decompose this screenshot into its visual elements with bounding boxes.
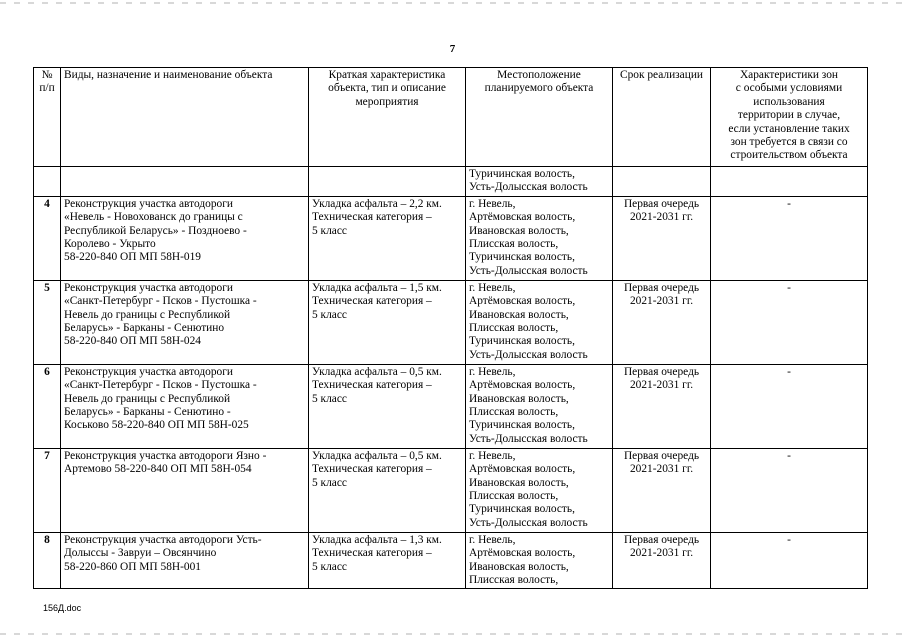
text-line: 5 класс bbox=[312, 560, 347, 573]
text-line: Плисская волость, bbox=[469, 406, 559, 419]
text-line: Первая очередь bbox=[623, 197, 700, 210]
cell-term bbox=[613, 364, 711, 448]
text-line: Первая очередь bbox=[623, 281, 700, 294]
text-line: г. Невель, bbox=[469, 365, 516, 378]
text-line: Артёмовская волость, bbox=[469, 295, 576, 308]
text-line: Ивановская волость, bbox=[469, 224, 569, 237]
text-line: Туричинская волость, bbox=[469, 251, 575, 264]
text-line: Ивановская волость, bbox=[469, 476, 569, 489]
text-line: Плисская волость, bbox=[469, 322, 559, 335]
text-line: Артёмовская волость, bbox=[469, 463, 576, 476]
text-line: Туричинская волость, bbox=[469, 503, 575, 516]
cell-num: 7 bbox=[34, 448, 61, 532]
cell-zones: - bbox=[711, 280, 868, 364]
table-row-continuation bbox=[34, 167, 868, 197]
text-line: 2021-2031 гг. bbox=[629, 463, 694, 476]
cell-num: 6 bbox=[34, 364, 61, 448]
cell-zones: - bbox=[711, 196, 868, 280]
header-num bbox=[34, 68, 61, 167]
text-line: Техническая категория – bbox=[312, 547, 432, 560]
cell-num: 4 bbox=[34, 196, 61, 280]
text-line: г. Невель, bbox=[469, 533, 516, 546]
text-line: Усть-Долысская волость bbox=[469, 348, 588, 361]
text-line: использования bbox=[753, 95, 825, 108]
table-row bbox=[34, 364, 868, 448]
text-line: Укладка асфальта – 0,5 км. bbox=[312, 365, 442, 378]
text-line: Плисская волость, bbox=[469, 238, 559, 251]
text-line: «Невель - Новохованск до границы с bbox=[64, 211, 243, 224]
text-line: г. Невель, bbox=[469, 449, 516, 462]
header-description bbox=[309, 68, 466, 167]
text-line: Туричинская волость, bbox=[469, 419, 575, 432]
cell-location bbox=[466, 167, 613, 197]
cell-name bbox=[61, 280, 309, 364]
text-line: Реконструкция участка автодороги bbox=[64, 281, 233, 294]
cell-zones bbox=[711, 167, 868, 197]
scan-artifact-top bbox=[0, 2, 905, 4]
text-line: планируемого объекта bbox=[484, 82, 594, 95]
table-row bbox=[34, 448, 868, 532]
cell-num: 5 bbox=[34, 280, 61, 364]
cell-description bbox=[309, 532, 466, 589]
text-line: Усть-Долысская волость bbox=[469, 432, 588, 445]
text-line: «Санкт-Петербург - Псков - Пустошка - bbox=[64, 379, 257, 392]
text-line: Первая очередь bbox=[623, 365, 700, 378]
text-line: Беларусь» - Барканы - Сенютино bbox=[64, 322, 225, 335]
text-line: Виды, назначение и наименование объекта bbox=[64, 69, 273, 81]
text-line: п/п bbox=[39, 82, 55, 95]
text-line: Туричинская волость, bbox=[469, 335, 575, 348]
text-line: Краткая характеристика bbox=[328, 69, 446, 81]
cell-term bbox=[613, 448, 711, 532]
table-header-row bbox=[34, 68, 868, 167]
cell-description bbox=[309, 196, 466, 280]
text-line: Техническая категория – bbox=[312, 295, 432, 308]
cell-location bbox=[466, 196, 613, 280]
text-line: Артёмовская волость, bbox=[469, 379, 576, 392]
cell-term bbox=[613, 196, 711, 280]
text-line: 2021-2031 гг. bbox=[629, 547, 694, 560]
text-line: с особыми условиями bbox=[735, 82, 843, 95]
text-line: 2021-2031 гг. bbox=[629, 211, 694, 224]
text-line: 5 класс bbox=[312, 308, 347, 321]
text-line: Беларусь» - Барканы - Сенютино - bbox=[64, 406, 231, 419]
text-line: Техническая категория – bbox=[312, 379, 432, 392]
cell-name bbox=[61, 448, 309, 532]
cell-description bbox=[309, 364, 466, 448]
text-line: Артёмовская волость, bbox=[469, 547, 576, 560]
text-line: Укладка асфальта – 2,2 км. bbox=[312, 197, 442, 210]
text-line: Усть-Долысская волость bbox=[469, 516, 588, 529]
text-line: мероприятия bbox=[355, 95, 419, 108]
table-row bbox=[34, 532, 868, 589]
text-line: № bbox=[41, 69, 53, 81]
text-line: г. Невель, bbox=[469, 197, 516, 210]
header-zones bbox=[711, 68, 868, 167]
text-line: 2021-2031 гг. bbox=[629, 379, 694, 392]
text-line: зон требуется в связи со bbox=[730, 136, 848, 149]
cell-name bbox=[61, 364, 309, 448]
text-line: Ивановская волость, bbox=[469, 560, 569, 573]
table-row bbox=[34, 196, 868, 280]
page-number: 7 bbox=[449, 43, 456, 55]
scan-artifact-bottom bbox=[0, 633, 905, 635]
text-line: Характеристики зон bbox=[739, 69, 839, 81]
text-line: 5 класс bbox=[312, 224, 347, 237]
text-line: объекта, тип и описание bbox=[328, 82, 446, 95]
text-line: Реконструкция участка автодороги Усть- bbox=[64, 533, 262, 546]
text-line: Королево - Укрыто bbox=[64, 238, 156, 251]
text-line: 2021-2031 гг. bbox=[629, 295, 694, 308]
footer-filename: 156Д.doc bbox=[43, 603, 82, 613]
text-line: Невель до границы с Республикой bbox=[64, 392, 231, 405]
header-name bbox=[61, 68, 309, 167]
text-line: Реконструкция участка автодороги bbox=[64, 197, 233, 210]
text-line: строительством объекта bbox=[730, 149, 848, 162]
cell-num bbox=[34, 167, 61, 197]
text-line: Республикой Беларусь» - Поздноево - bbox=[64, 224, 247, 237]
cell-name bbox=[61, 196, 309, 280]
text-line: Первая очередь bbox=[623, 533, 700, 546]
text-line: Срок реализации bbox=[619, 69, 704, 81]
text-line: Техническая категория – bbox=[312, 211, 432, 224]
text-line: Укладка асфальта – 1,3 км. bbox=[312, 533, 442, 546]
objects-table bbox=[33, 67, 868, 589]
text-line: Плисская волость, bbox=[469, 490, 559, 503]
text-line: Техническая категория – bbox=[312, 463, 432, 476]
text-line: территории в случае, bbox=[737, 109, 841, 122]
text-line: Коськово 58-220-840 ОП МП 58Н-025 bbox=[64, 419, 249, 432]
text-line: 5 класс bbox=[312, 476, 347, 489]
text-line: Реконструкция участка автодороги Язно - bbox=[64, 449, 267, 462]
cell-location bbox=[466, 280, 613, 364]
text-line: 58-220-840 ОП МП 58Н-024 bbox=[64, 335, 201, 348]
text-line: если установление таких bbox=[728, 122, 850, 135]
cell-zones: - bbox=[711, 448, 868, 532]
text-line: Ивановская волость, bbox=[469, 392, 569, 405]
cell-term bbox=[613, 280, 711, 364]
text-line: Артемово 58-220-840 ОП МП 58Н-054 bbox=[64, 463, 252, 476]
cell-location bbox=[466, 448, 613, 532]
text-line: Долыссы - Завруи – Овсянчино bbox=[64, 547, 217, 560]
cell-term bbox=[613, 167, 711, 197]
text-line: Местоположение bbox=[497, 69, 581, 81]
text-line: 5 класс bbox=[312, 392, 347, 405]
text-line: Укладка асфальта – 0,5 км. bbox=[312, 449, 442, 462]
text-line: Артёмовская волость, bbox=[469, 211, 576, 224]
cell-zones: - bbox=[711, 532, 868, 589]
cell-description bbox=[309, 280, 466, 364]
cell-name bbox=[61, 167, 309, 197]
cell-zones: - bbox=[711, 364, 868, 448]
text-line: Усть-Долысская волость bbox=[469, 181, 588, 194]
text-line: Первая очередь bbox=[623, 449, 700, 462]
cell-location bbox=[466, 532, 613, 589]
text-line: Плисская волость, bbox=[469, 574, 559, 587]
cell-num: 8 bbox=[34, 532, 61, 589]
text-line: Усть-Долысская волость bbox=[469, 264, 588, 277]
text-line: 58-220-840 ОП МП 58Н-019 bbox=[64, 251, 201, 264]
text-line: Туричинская волость, bbox=[469, 168, 575, 180]
header-location bbox=[466, 68, 613, 167]
text-line: Укладка асфальта – 1,5 км. bbox=[312, 281, 442, 294]
text-line: 58-220-860 ОП МП 58Н-001 bbox=[64, 560, 201, 573]
text-line: Невель до границы с Республикой bbox=[64, 308, 231, 321]
cell-location bbox=[466, 364, 613, 448]
header-term bbox=[613, 68, 711, 167]
text-line: Реконструкция участка автодороги bbox=[64, 365, 233, 378]
cell-description bbox=[309, 448, 466, 532]
text-line: «Санкт-Петербург - Псков - Пустошка - bbox=[64, 295, 257, 308]
cell-name bbox=[61, 532, 309, 589]
text-line: г. Невель, bbox=[469, 281, 516, 294]
table-row bbox=[34, 280, 868, 364]
cell-term bbox=[613, 532, 711, 589]
text-line: Ивановская волость, bbox=[469, 308, 569, 321]
cell-description bbox=[309, 167, 466, 197]
